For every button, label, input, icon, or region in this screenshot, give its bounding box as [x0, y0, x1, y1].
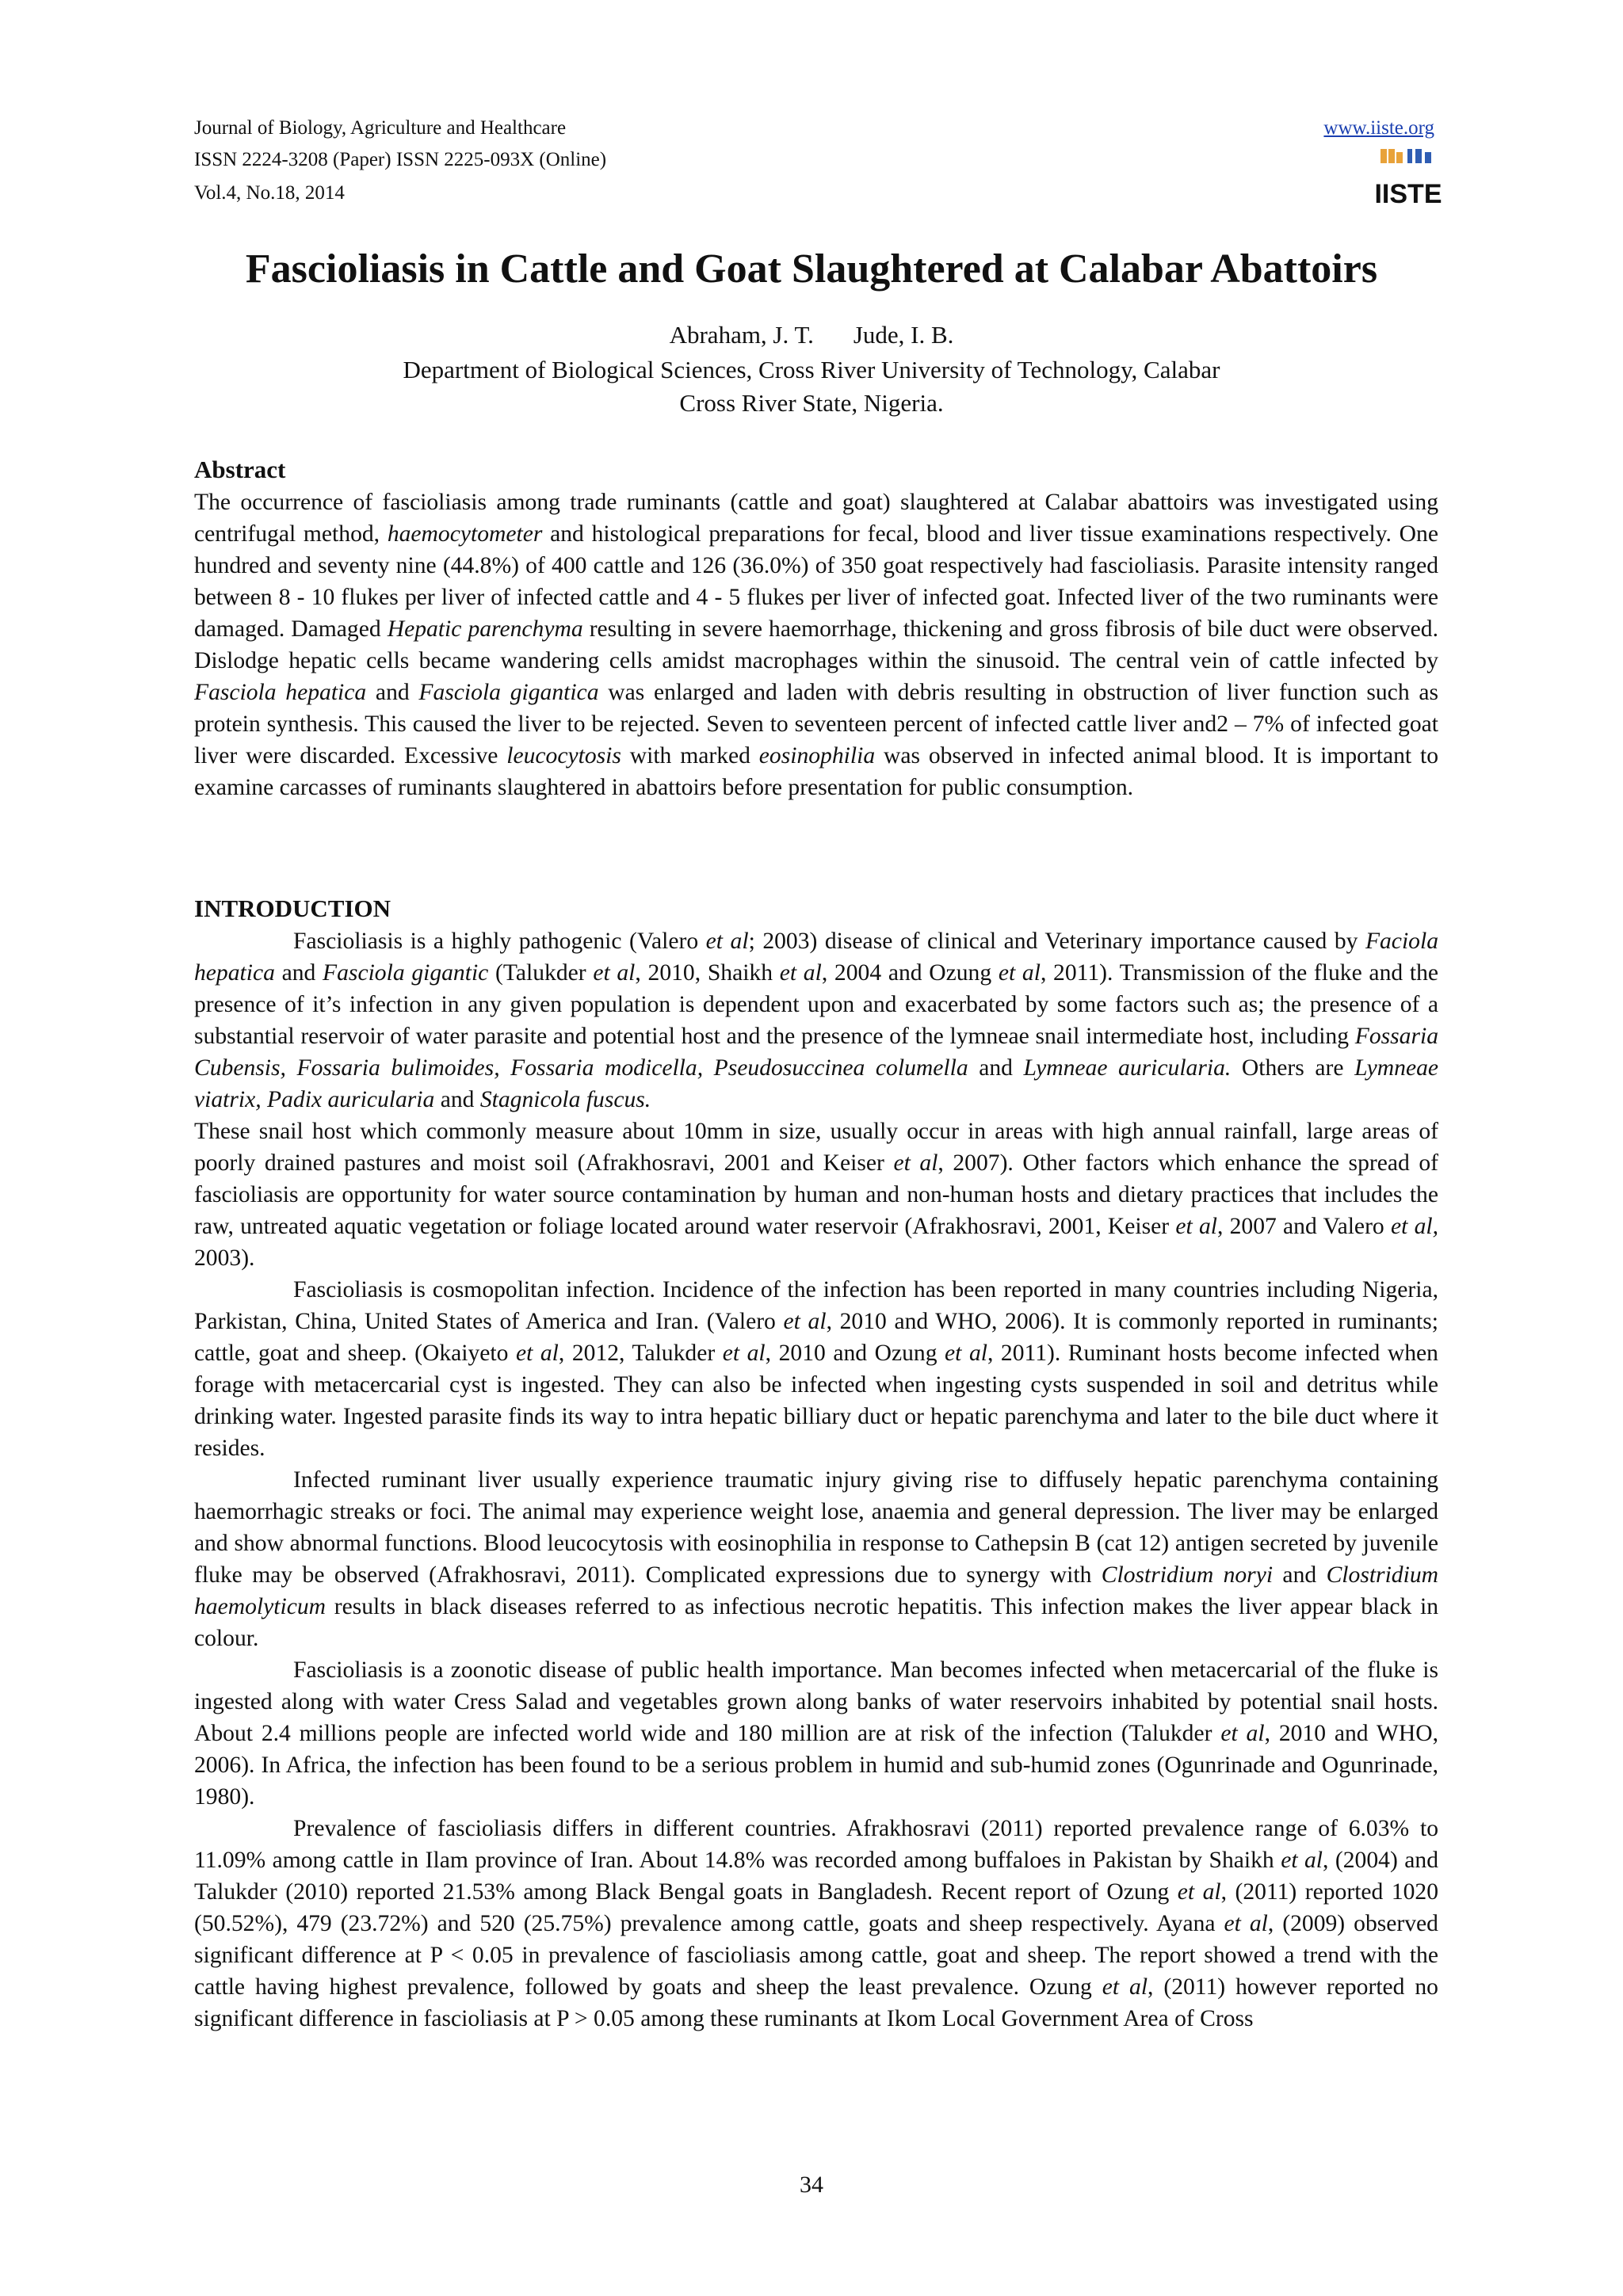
- introduction-heading: INTRODUCTION: [194, 894, 391, 922]
- logo-text: IISTE: [1374, 179, 1442, 209]
- intro-paragraph-5: Fascioliasis is a zoonotic disease of public health importance. Man becomes infected when metacercarial of the fluke is ingested along with water Cress Salad and vegetables grown along banks of water reservoirs inhabited by potential snail hosts. About 2.4 millions people are infected world wide and 180 million are at risk of the infection (Talukder et al, 2010 and WHO, 2006). In Africa, the infection has been found to be a serious problem in humid and sub-humid zones (Ogunrinade and Ogunrinade, 1980).: [194, 1657, 1438, 1810]
- intro-paragraph-6: Prevalence of fascioliasis differs in different countries. Afrakhosravi (2011) reported prevalence range of 6.03% to 11.09% among cattle in Ilam province of Iran. About 14.8% was recorded among buffaloes in Pakistan by Shaikh et al, (2004) and Talukder (2010) reported 21.53% among Black Bengal goats in Bangladesh. Recent report of Ozung et al, (2011) reported 1020 (50.52%), 479 (23.72%) and 520 (25.75%) prevalence among cattle, goats and sheep respectively. Ayana et al, (2009) observed significant difference at P < 0.05 in prevalence of fascioliasis among cattle, goat and sheep. The report showed a trend with the cattle having highest prevalence, followed by goats and sheep the least prevalence. Ozung et al, (2011) however reported no significant difference in fascioliasis at P > 0.05 among these ruminants at Ikom Local Government Area of Cross: [194, 1816, 1439, 2031]
- journal-issn: ISSN 2224-3208 (Paper) ISSN 2225-093X (Online): [194, 149, 607, 170]
- affiliation-line-2: Cross River State, Nigeria.: [679, 389, 944, 417]
- author-1: Abraham, J. T.: [669, 321, 814, 349]
- intro-paragraph-3: Fascioliasis is cosmopolitan infection. Incidence of the infection has been reported in many countries including Nigeria, Parkistan, China, United States of America and Iran. (Valero et al, 2010 and WHO, 2006). It is commonly reported in ruminants; cattle, goat and sheep. (Okaiyeto et al, 2012, Talukder et al, 2010 and Ozung et al, 2011). Ruminant hosts become infected when forage with metacercarial cyst is ingested. They can also be infected when ingesting cysts suspended in soil and detritus while drinking water. Ingested parasite finds its way to intra hepatic billiary duct or hepatic parenchyma and later to the bile duct where it resides.: [194, 1277, 1439, 1461]
- intro-paragraph-2: These snail host which commonly measure about 10mm in size, usually occur in areas with high annual rainfall, large areas of poorly drained pastures and moist soil (Afrakhosravi, 2001 and Keiser et al, 2007). Other factors which enhance the spread of fascioliasis are opportunity for water source contamination by human and non-human hosts and dietary practices that includes the raw, untreated aquatic vegetation or foliage located around water reservoir (Afrakhosravi, 2001, Keiser et al, 2007 and Valero et al, 2003).: [194, 1119, 1439, 1271]
- affiliation-line-1: Department of Biological Sciences, Cross River University of Technology, Calabar: [403, 356, 1220, 383]
- page-number: 34: [800, 2172, 823, 2198]
- iiste-logo-icon: [1374, 147, 1442, 209]
- abstract-heading: Abstract: [194, 456, 286, 483]
- intro-paragraph-4: Infected ruminant liver usually experience traumatic injury giving rise to diffusely hepatic parenchyma containing haemorrhagic streaks or foci. The animal may experience weight lose, anaemia and general depression. The liver may be enlarged and show abnormal functions. Blood leucocytosis with eosinophilia in response to Cathepsin B (cat 12) antigen secreted by juvenile fluke may be observed (Afrakhosravi, 2011). Complicated expressions due to synergy with Clostridium noryi and Clostridium haemolyticum results in black diseases referred to as infectious necrotic hepatitis. This infection makes the liver appear black in colour.: [194, 1467, 1438, 1651]
- journal-volume: Vol.4, No.18, 2014: [194, 182, 345, 204]
- journal-name: Journal of Biology, Agriculture and Healthcare: [194, 117, 567, 139]
- introduction-text: [194, 925, 1438, 2035]
- abstract-text: The occurrence of fascioliasis among trade ruminants (cattle and goat) slaughtered at Calabar abattoirs was investigated using centrifugal method, haemocytometer and histological preparations for fecal, blood and liver tissue examinations respectively. One hundred and seventy nine (44.8%) of 400 cattle and 126 (36.0%) of 350 goat respectively had fascioliasis. Parasite intensity ranged between 8 - 10 flukes per liver of infected cattle and 4 - 5 flukes per liver of infected goat. Infected liver of the two ruminants were damaged. Damaged Hepatic parenchyma resulting in severe haemorrhage, thickening and gross fibrosis of bile duct were observed. Dislodge hepatic cells became wandering cells amidst macrophages within the sinusoid. The central vein of cattle infected by Fasciola hepatica and Fasciola gigantica was enlarged and laden with debris resulting in obstruction of liver function such as protein synthesis. This caused the liver to be rejected. Seven to seventeen percent of infected cattle liver and2 – 7% of infected goat liver were discarded. Excessive leucocytosis with marked eosinophilia was observed in infected animal blood. It is important to examine carcasses of ruminants slaughtered in abattoirs before presentation for public consumption.: [194, 490, 1439, 800]
- intro-paragraph-1: Fascioliasis is a highly pathogenic (Valero et al; 2003) disease of clinical and Veterinary importance caused by Faciola hepatica and Fasciola gigantic (Talukder et al, 2010, Shaikh et al, 2004 and Ozung et al, 2011). Transmission of the fluke and the presence of it’s infection in any given population is dependent upon and exacerbated by some factors such as; the presence of a substantial reservoir of water parasite and potential host and the presence of the lymneae snail intermediate host, including Fossaria Cubensis, Fossaria bulimoides, Fossaria modicella, Pseudosuccinea columella and Lymneae auricularia. Others are Lymneae viatrix, Padix auricularia and Stagnicola fuscus.: [194, 929, 1439, 1112]
- author-2: Jude, I. B.: [853, 321, 954, 349]
- website-link[interactable]: www.iiste.org: [1323, 117, 1434, 139]
- paper-title: Fascioliasis in Cattle and Goat Slaughtered at Calabar Abattoirs: [245, 246, 1378, 292]
- author-list: [0, 318, 1623, 352]
